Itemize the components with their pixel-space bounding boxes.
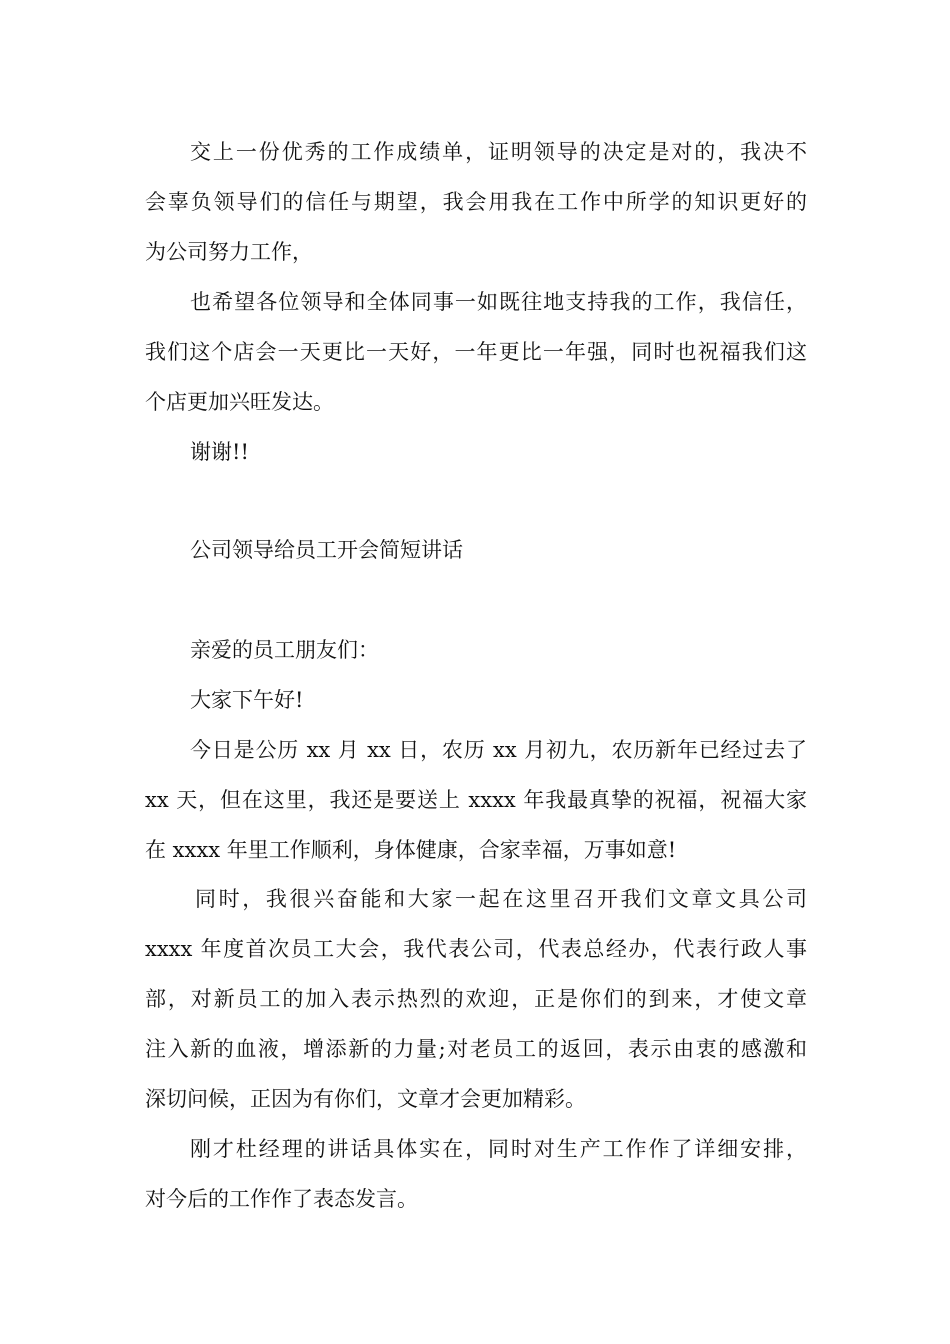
paragraph-line: 对今后的工作作了表态发言。: [145, 1187, 418, 1211]
paragraph-line: 注入新的血液，增添新的力量;对老员工的返回，表示由衷的感激和: [145, 1037, 807, 1061]
paragraph-line: 同时，我很兴奋能和大家一起在这里召开我们文章文具公司: [195, 887, 807, 911]
closing-thanks: 谢谢!!: [190, 440, 249, 464]
paragraph-line: 为公司努力工作，: [145, 240, 313, 264]
salutation: 亲爱的员工朋友们：: [190, 638, 379, 662]
paragraph-line: 交上一份优秀的工作成绩单，证明领导的决定是对的，我决不: [190, 140, 807, 164]
paragraph-line: 深切问候，正因为有你们，文章才会更加精彩。: [145, 1087, 586, 1111]
paragraph-line: 我们这个店会一天更比一天好，一年更比一年强，同时也祝福我们这: [145, 340, 807, 364]
paragraph-line: 部，对新员工的加入表示热烈的欢迎，正是你们的到来，才使文章: [145, 987, 807, 1011]
paragraph-line: 在 xxxx 年里工作顺利，身体健康，合家幸福，万事如意!: [145, 838, 677, 862]
paragraph-line: xx 天，但在这里，我还是要送上 xxxx 年我最真挚的祝福，祝福大家: [145, 788, 807, 812]
greeting: 大家下午好!: [190, 688, 304, 712]
section-title: 公司领导给员工开会简短讲话: [190, 538, 463, 562]
paragraph-line: 也希望各位领导和全体同事一如既往地支持我的工作，我信任，: [190, 290, 807, 314]
paragraph-line: xxxx 年度首次员工大会，我代表公司，代表总经办，代表行政人事: [145, 937, 807, 961]
paragraph-line: 个店更加兴旺发达。: [145, 390, 334, 414]
paragraph-line: 今日是公历 xx 月 xx 日，农历 xx 月初九，农历新年已经过去了: [190, 738, 807, 762]
paragraph-line: 会辜负领导们的信任与期望，我会用我在工作中所学的知识更好的: [145, 190, 807, 214]
paragraph-line: 刚才杜经理的讲话具体实在，同时对生产工作作了详细安排，: [190, 1137, 807, 1161]
